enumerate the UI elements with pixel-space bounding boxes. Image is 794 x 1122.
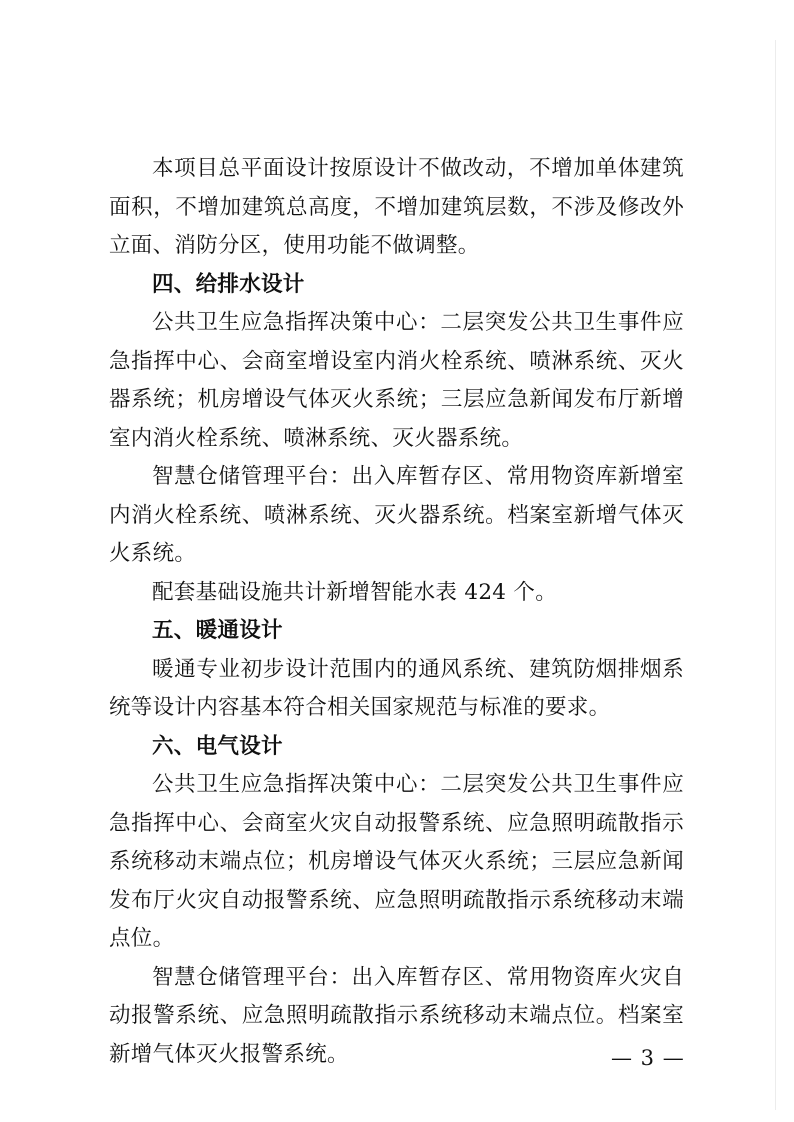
heading-hvac-design: 五、暖通设计 bbox=[152, 618, 283, 643]
paragraph-plumbing-command-center: 公共卫生应急指挥决策中心：二层突发公共卫生事件应急指挥中心、会商室增设室内消火栓系统、喷淋系统、灭火器系统；机房增设气体灭火系统；三层应急新闻发布厅新增室内消火栓系统、喷淋系统、灭火器系统。 bbox=[109, 310, 684, 451]
paragraph-electrical-warehouse: 智慧仓储管理平台：出入库暂存区、常用物资库火灾自动报警系统、应急照明疏散指示系统移动末端点位。档案室新增气体灭火报警系统。 bbox=[109, 964, 684, 1067]
paragraph-hvac: 暖通专业初步设计范围内的通风系统、建筑防烟排烟系统等设计内容基本符合相关国家规范与标准的要求。 bbox=[109, 656, 684, 720]
paragraph-plumbing-warehouse: 智慧仓储管理平台：出入库暂存区、常用物资库新增室内消火栓系统、喷淋系统、灭火器系统。档案室新增气体灭火系统。 bbox=[109, 464, 684, 566]
document-body bbox=[109, 150, 684, 1074]
page-number: — 3 — bbox=[611, 1046, 685, 1070]
paragraph-water-meters: 配套基础设施共计新增智能水表 424 个。 bbox=[152, 579, 558, 605]
paragraph-site-plan: 本项目总平面设计按原设计不做改动，不增加单体建筑面积，不增加建筑总高度，不增加建筑层数，不涉及修改外立面、消防分区，使用功能不做调整。 bbox=[109, 156, 684, 258]
scan-artifact-line bbox=[775, 40, 776, 1110]
paragraph-electrical-command-center: 公共卫生应急指挥决策中心：二层突发公共卫生事件应急指挥中心、会商室火灾自动报警系统、应急照明疏散指示系统移动末端点位；机房增设气体灭火系统；三层应急新闻发布厅火灾自动报警系统、应急照明疏散指示系统移动末端点位。 bbox=[109, 772, 684, 951]
heading-plumbing-design: 四、给排水设计 bbox=[152, 271, 305, 297]
heading-electrical-design: 六、电气设计 bbox=[152, 733, 283, 759]
